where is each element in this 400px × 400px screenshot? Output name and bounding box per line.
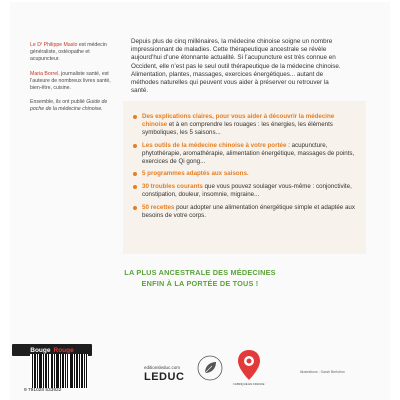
- bullet-text: que vous pouvez soulager vous-même : conjonctivite, constipation, douleur, insomnie, migraine...: [142, 183, 352, 199]
- bullet-item: [133, 170, 358, 178]
- together-title: Guide de poche de la médecine chinoise.: [30, 99, 108, 113]
- together-text: Ensemble, ils ont publié: [30, 99, 85, 106]
- leaf-badge-icon: [197, 355, 223, 381]
- bullet-text: pour adopter une alimentation énergétique simple et adaptée aux besoins de votre corps.: [142, 204, 355, 220]
- slogan-line1: LA PLUS ANCESTRALE DES MÉDECINES: [124, 268, 276, 277]
- bullet-dot-icon: [133, 206, 137, 210]
- intro-paragraph: Depuis plus de cinq millénaires, la médecine chinoise soigne un nombre impressionnant de maladies. Cette thérapeutique ancestrale se révèle aujourd’hui d’une étonnante actualité. Si l’acupuncture est très connue en Occident, elle n’est pas le seul outil thérapeutique de la médecine chinoise. Alimentation, plantes, massages, exercices énergétiques... autant de méthodes naturelles qui peuvent vous aider à préserver ou retrouver la santé.: [131, 38, 341, 95]
- author2-bio: journaliste santé, est l’auteure de nombreux livres santé, bien-être, cuisine.: [30, 70, 111, 91]
- bullet-item: [133, 113, 358, 137]
- publisher-logo: LEDUC: [144, 371, 185, 383]
- barcode-icon: [30, 354, 88, 388]
- bullet-dot-icon: [133, 144, 137, 148]
- bullet-highlight: 50 recettes: [142, 204, 175, 212]
- store-name-part2: Rouge: [53, 346, 74, 354]
- bullet-text: : acupuncture, phytothérapie, aromathérapie, alimentation énergétique, massages de points, exercices de Qi gong...: [142, 141, 355, 165]
- bullet-list: [133, 113, 358, 225]
- photo-credit: Illustrations : Sarah Bertolino: [300, 370, 345, 374]
- bullet-text: et à en comprendre les rouages : les énergies, les éléments symboliques, les 5 saisons...: [142, 120, 333, 136]
- main-text: [131, 38, 346, 95]
- bullet-highlight: 5 programmes adaptés aux saisons.: [142, 170, 249, 178]
- pin-badge-label: FABRIQUÉ EN FRANCE: [233, 382, 265, 386]
- publisher-website: editionsleduc.com: [144, 365, 181, 370]
- map-pin-badge-icon: [232, 348, 266, 382]
- highlights-panel: [123, 101, 366, 254]
- bullet-highlight: Les outils de la médecine chinoise à votre portée: [142, 141, 287, 149]
- author2-block: [30, 71, 113, 92]
- bullet-item: [133, 142, 358, 166]
- bullet-item: [133, 204, 358, 220]
- barcode-number: 9 791028 533922: [24, 388, 62, 393]
- author-column: [30, 42, 113, 121]
- bullet-highlight: 30 troubles courants: [142, 183, 203, 191]
- author2-name: Maria Borrel,: [30, 70, 60, 77]
- slogan-line2: ENFIN À LA PORTÉE DE TOUS !: [141, 279, 259, 288]
- bullet-highlight: Des explications claires, pour vous aider à découvrir la médecine chinoise: [142, 113, 335, 128]
- author1-bio: est médecin généraliste, ostéopathe et acupuncteur.: [30, 42, 107, 62]
- author1-name: Le Dʳ Philippe Maslo: [30, 42, 78, 48]
- bullet-item: [133, 183, 358, 199]
- store-name-part1: Bouge: [30, 346, 51, 354]
- bullet-dot-icon: [133, 172, 137, 176]
- bullet-dot-icon: [133, 115, 137, 119]
- bullet-dot-icon: [133, 185, 137, 189]
- together-block: [30, 99, 113, 113]
- author1-block: [30, 42, 113, 63]
